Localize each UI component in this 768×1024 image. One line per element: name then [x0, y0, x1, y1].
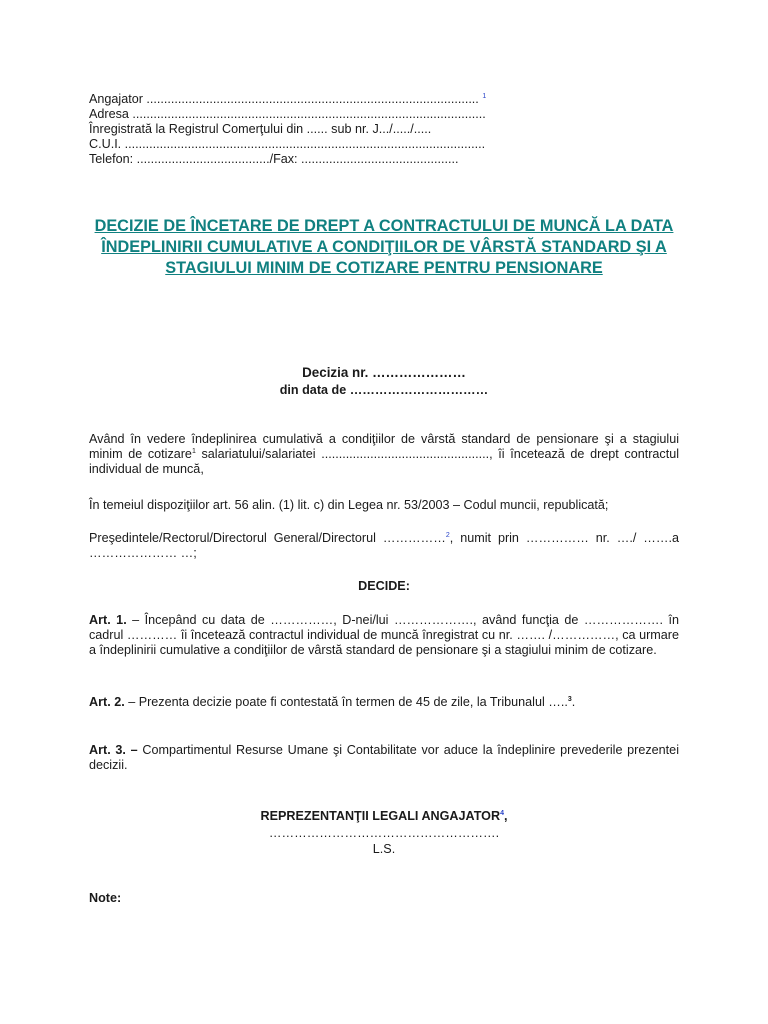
article-label: Art. 1.	[89, 613, 127, 627]
document-title: DECIZIE DE ÎNCETARE DE DREPT A CONTRACTULUI DE MUNCĂ LA DATA ÎNDEPLINIRII CUMULATIVE A CONDIŢIILOR DE VÂRSTĂ STANDARD ŞI A STAGIULUI MINIM DE COTIZARE PENTRU PENSIONARE	[94, 217, 674, 277]
article-text-end: .	[571, 695, 576, 709]
paragraph-text: Preşedintele/Rectorul/Directorul General/Directorul ……………	[89, 531, 446, 545]
paragraph-considering	[89, 432, 679, 477]
signature-title-text: REPREZENTANŢII LEGALI ANGAJATOR	[260, 809, 501, 823]
decision-number: Decizia nr. …………………	[302, 365, 466, 380]
employer-line	[89, 92, 529, 107]
cui-line: C.U.I. .......................................................................................................	[89, 137, 486, 151]
decide-heading: DECIDE:	[358, 579, 410, 593]
paragraph-text: , numit prin …………… nr. …./ …….a ………………… …;	[89, 531, 679, 560]
phone-fax-line: Telefon: ....................................../Fax: .............................................	[89, 152, 459, 166]
article-label: Art. 3. –	[89, 743, 138, 757]
registry-line: Înregistrată la Registrul Comerţului din ...... sub nr. J.../...../.....	[89, 122, 432, 136]
paragraph-text: salariatului/salariatei ................................................, îi încetează de drept contractul individual de muncă,	[89, 447, 679, 476]
employer-header	[89, 92, 529, 167]
article-3	[89, 743, 679, 773]
signature-line: ……………………………………………….	[268, 826, 500, 840]
paragraph-text: Având în vedere îndeplinirea cumulativă a condiţiilor de vârstă standard de pensionare şi a stagiului minim de cotizare	[89, 432, 679, 461]
article-text: – Prezenta decizie poate fi contestată în termen de 45 de zile, la Tribunalul …..	[124, 695, 568, 709]
article-text: Compartimentul Resurse Umane şi Contabilitate vor aduce la îndeplinire prevederile prezentei decizii.	[89, 743, 679, 772]
employer-text: Angajator ...............................................................................................	[89, 92, 479, 106]
footnote-ref-1b: 1	[191, 448, 196, 455]
article-text: – Începând cu data de ……………, D-nei/lui ………………., având funcţia de ………………. în cadrul ………… îi încetează contractul individual de muncă înregistrat cu nr. ……. /……………, ca urmare a îndeplinirii cumulative a condiţiilor de vârstă standard de pensionare şi a stagiului minim de cotizare.	[89, 613, 679, 657]
article-2	[89, 695, 679, 710]
footnote-ref-1: 1	[482, 93, 487, 100]
paragraph-director	[89, 531, 679, 561]
article-1	[89, 613, 679, 658]
footnote-ref-3: 3	[567, 696, 572, 703]
signature-title	[0, 809, 768, 824]
footnote-ref-4: 4	[500, 810, 504, 817]
seal-placeholder: L.S.	[372, 842, 396, 856]
footnote-ref-2: 2	[445, 532, 450, 539]
article-label: Art. 2.	[89, 695, 125, 709]
paragraph-legal-basis: În temeiul dispoziţiilor art. 56 alin. (1) lit. c) din Legea nr. 53/2003 – Codul muncii, republicată;	[89, 498, 609, 512]
signature-title-end: ,	[503, 809, 508, 823]
decision-date: din data de ……………………………	[279, 383, 489, 397]
address-line: Adresa .....................................................................................................	[89, 107, 486, 121]
notes-heading: Note:	[89, 891, 122, 905]
